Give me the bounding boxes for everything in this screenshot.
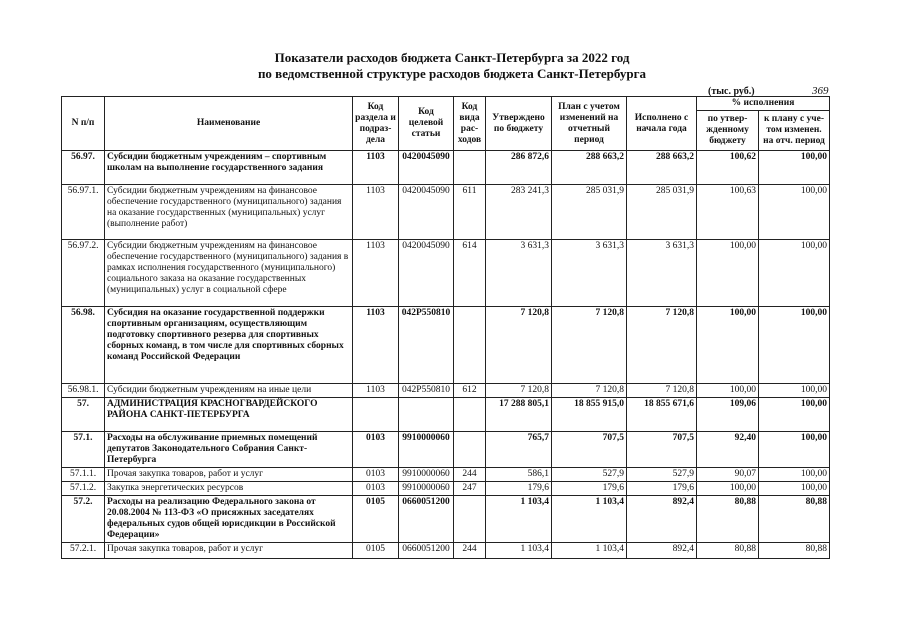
row-target-item-code: 042P550810: [399, 307, 454, 384]
row-approved: 283 241,3: [486, 185, 552, 240]
row-target-item-code: 9910000060: [399, 468, 454, 482]
table-row: [62, 151, 830, 185]
expenses-table: [61, 96, 830, 559]
row-pct-budget: 100,00: [697, 240, 759, 307]
row-approved: 7 120,8: [486, 307, 552, 384]
row-target-item-code: 0420045090: [399, 151, 454, 185]
col-header-executed: Исполнено с начала года: [627, 97, 697, 151]
table-row: [62, 398, 830, 432]
row-razdel-code: 1103: [353, 240, 399, 307]
table-row: [62, 496, 830, 543]
row-target-item-code: 0660051200: [399, 496, 454, 543]
row-name: АДМИНИСТРАЦИЯ КРАСНОГВАРДЕЙСКОГО РАЙОНА САНКТ-ПЕТЕРБУРГА: [105, 398, 353, 432]
col-header-target-item: Код целевой статьи: [399, 97, 454, 151]
row-expense-type-code: 244: [454, 543, 486, 559]
table-row: [62, 432, 830, 468]
row-razdel-code: 1103: [353, 185, 399, 240]
row-razdel-code: 0103: [353, 482, 399, 496]
row-target-item-code: 0420045090: [399, 185, 454, 240]
row-pct-budget: 80,88: [697, 543, 759, 559]
col-header-approved: Утверждено по бюджету: [486, 97, 552, 151]
col-header-pct-budget: по утвер-жденному бюджету: [697, 111, 759, 151]
table-row: [62, 384, 830, 398]
row-target-item-code: 0660051200: [399, 543, 454, 559]
row-razdel-code: 1103: [353, 384, 399, 398]
row-name: Субсидии бюджетным учреждениям на финансовое обеспечение государственного (муниципального) задания на оказание государственных (муниципальных) услуг (выполнение работ): [105, 185, 353, 240]
row-expense-type-code: 614: [454, 240, 486, 307]
row-executed: 892,4: [627, 496, 697, 543]
row-expense-type-code: 612: [454, 384, 486, 398]
row-number: 57.1.1.: [62, 468, 105, 482]
row-pct-budget: 100,00: [697, 482, 759, 496]
row-name: Расходы на реализацию Федерального закона от 20.08.2004 № 113-ФЗ «О присяжных заседателях федеральных судов общей юрисдикции в Российской Федерации»: [105, 496, 353, 543]
row-razdel-code: 1103: [353, 151, 399, 185]
row-expense-type-code: [454, 432, 486, 468]
row-pct-plan: 80,88: [759, 496, 830, 543]
col-header-razdel: Код раздела и подраз-дела: [353, 97, 399, 151]
row-pct-plan: 100,00: [759, 432, 830, 468]
row-pct-budget: 100,00: [697, 384, 759, 398]
row-approved: 765,7: [486, 432, 552, 468]
col-header-pct-group: % исполнения: [697, 97, 830, 111]
row-executed: 7 120,8: [627, 307, 697, 384]
row-number: 57.1.2.: [62, 482, 105, 496]
row-plan: 288 663,2: [552, 151, 627, 185]
row-expense-type-code: 244: [454, 468, 486, 482]
page-number: 369: [812, 85, 829, 97]
row-executed: 707,5: [627, 432, 697, 468]
table-row: [62, 307, 830, 384]
table-row: [62, 185, 830, 240]
row-expense-type-code: 247: [454, 482, 486, 496]
row-name: Субсидия на оказание государственной поддержки спортивным организациям, осуществляющим подготовку спортивного резерва для спортивных сборных команд, в том числе для спортивных сборных команд Российской Федерации: [105, 307, 353, 384]
row-name: Расходы на обслуживание приемных помещений депутатов Законодательного Собрания Санкт-Петербурга: [105, 432, 353, 468]
row-executed: 892,4: [627, 543, 697, 559]
row-pct-plan: 100,00: [759, 384, 830, 398]
row-number: 56.98.: [62, 307, 105, 384]
row-approved: 286 872,6: [486, 151, 552, 185]
row-razdel-code: 1103: [353, 307, 399, 384]
row-number: 56.97.1.: [62, 185, 105, 240]
row-plan: 1 103,4: [552, 543, 627, 559]
col-header-plan: План с учетом изменений на отчетный период: [552, 97, 627, 151]
row-pct-plan: 100,00: [759, 307, 830, 384]
report-title-line-2: по ведомственной структуре расходов бюджета Санкт-Петербурга: [257, 66, 647, 81]
row-pct-plan: 100,00: [759, 185, 830, 240]
row-executed: 179,6: [627, 482, 697, 496]
row-executed: 3 631,3: [627, 240, 697, 307]
row-razdel-code: 0103: [353, 432, 399, 468]
row-plan: 7 120,8: [552, 384, 627, 398]
row-razdel-code: 0103: [353, 468, 399, 482]
row-expense-type-code: [454, 496, 486, 543]
row-pct-budget: 100,62: [697, 151, 759, 185]
row-plan: 707,5: [552, 432, 627, 468]
row-approved: 7 120,8: [486, 384, 552, 398]
row-target-item-code: 0420045090: [399, 240, 454, 307]
table-row: [62, 543, 830, 559]
row-pct-budget: 92,40: [697, 432, 759, 468]
row-plan: 527,9: [552, 468, 627, 482]
row-executed: 7 120,8: [627, 384, 697, 398]
row-pct-plan: 100,00: [759, 240, 830, 307]
row-number: 57.1.: [62, 432, 105, 468]
row-pct-plan: 100,00: [759, 482, 830, 496]
row-pct-plan: 100,00: [759, 468, 830, 482]
report-title-line-1: Показатели расходов бюджета Санкт-Петербурга за 2022 год: [274, 50, 630, 65]
row-name: Закупка энергетических ресурсов: [105, 482, 353, 496]
row-name: Прочая закупка товаров, работ и услуг: [105, 468, 353, 482]
table-row: [62, 482, 830, 496]
row-target-item-code: 9910000060: [399, 482, 454, 496]
row-approved: 1 103,4: [486, 496, 552, 543]
col-header-num: N п/п: [62, 97, 105, 151]
row-plan: 18 855 915,0: [552, 398, 627, 432]
row-plan: 1 103,4: [552, 496, 627, 543]
row-executed: 527,9: [627, 468, 697, 482]
row-approved: 1 103,4: [486, 543, 552, 559]
table-row: [62, 240, 830, 307]
row-approved: 17 288 805,1: [486, 398, 552, 432]
row-target-item-code: [399, 398, 454, 432]
row-approved: 586,1: [486, 468, 552, 482]
row-plan: 3 631,3: [552, 240, 627, 307]
row-pct-plan: 100,00: [759, 151, 830, 185]
row-pct-plan: 100,00: [759, 398, 830, 432]
row-pct-budget: 100,00: [697, 307, 759, 384]
row-name: Субсидии бюджетным учреждениям на иные цели: [105, 384, 353, 398]
row-number: 56.98.1.: [62, 384, 105, 398]
row-number: 56.97.2.: [62, 240, 105, 307]
row-expense-type-code: [454, 151, 486, 185]
row-number: 57.2.1.: [62, 543, 105, 559]
units-label: (тыс. руб.): [708, 86, 755, 97]
col-header-pct-plan: к плану с уче-том изменен. на отч. период: [759, 111, 830, 151]
row-number: 57.: [62, 398, 105, 432]
row-executed: 18 855 671,6: [627, 398, 697, 432]
row-target-item-code: 042P550810: [399, 384, 454, 398]
table-row: [62, 468, 830, 482]
row-razdel-code: 0105: [353, 543, 399, 559]
row-pct-budget: 80,88: [697, 496, 759, 543]
col-header-name: Наименование: [105, 97, 353, 151]
row-expense-type-code: [454, 307, 486, 384]
row-razdel-code: [353, 398, 399, 432]
row-executed: 288 663,2: [627, 151, 697, 185]
row-target-item-code: 9910000060: [399, 432, 454, 468]
row-approved: 3 631,3: [486, 240, 552, 307]
row-expense-type-code: 611: [454, 185, 486, 240]
row-approved: 179,6: [486, 482, 552, 496]
row-razdel-code: 0105: [353, 496, 399, 543]
row-pct-budget: 100,63: [697, 185, 759, 240]
row-name: Прочая закупка товаров, работ и услуг: [105, 543, 353, 559]
row-executed: 285 031,9: [627, 185, 697, 240]
row-pct-budget: 109,06: [697, 398, 759, 432]
row-number: 56.97.: [62, 151, 105, 185]
row-plan: 285 031,9: [552, 185, 627, 240]
row-plan: 179,6: [552, 482, 627, 496]
row-plan: 7 120,8: [552, 307, 627, 384]
row-name: Субсидии бюджетным учреждениям – спортивным школам на выполнение государственного задания: [105, 151, 353, 185]
row-pct-budget: 90,07: [697, 468, 759, 482]
col-header-expense-type: Код вида рас-ходов: [454, 97, 486, 151]
row-number: 57.2.: [62, 496, 105, 543]
row-name: Субсидии бюджетным учреждениям на финансовое обеспечение государственного (муниципального) задания в рамках исполнения государственного (муниципального) социального заказа на оказание государственных (муниципальных) услуг в социальной сфере: [105, 240, 353, 307]
row-expense-type-code: [454, 398, 486, 432]
row-pct-plan: 80,88: [759, 543, 830, 559]
